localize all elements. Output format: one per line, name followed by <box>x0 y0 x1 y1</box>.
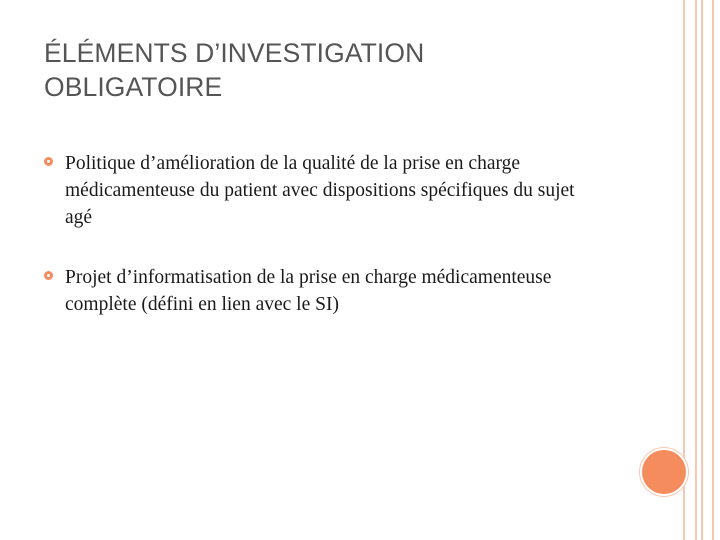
bullet-circle-icon <box>44 271 53 280</box>
decorative-rail <box>712 0 714 540</box>
decorative-rail <box>695 0 697 540</box>
bullet-circle-icon <box>44 157 53 166</box>
decorative-rail <box>683 0 685 540</box>
bullet-item <box>44 150 604 231</box>
decorative-rail <box>701 0 703 540</box>
decorative-circle <box>642 450 686 494</box>
bullet-list <box>44 150 604 351</box>
bullet-text: Projet d’informatisation de la prise en charge médicamenteuse complète (défini en lien avec le SI) <box>65 267 552 315</box>
slide-title: ÉLÉMENTS D’INVESTIGATION OBLIGATOIRE <box>44 38 425 102</box>
bullet-item <box>44 264 604 318</box>
bullet-text: Politique d’amélioration de la qualité de la prise en charge médicamenteuse du patient avec dispositions spécifiques du sujet agé <box>65 153 575 228</box>
